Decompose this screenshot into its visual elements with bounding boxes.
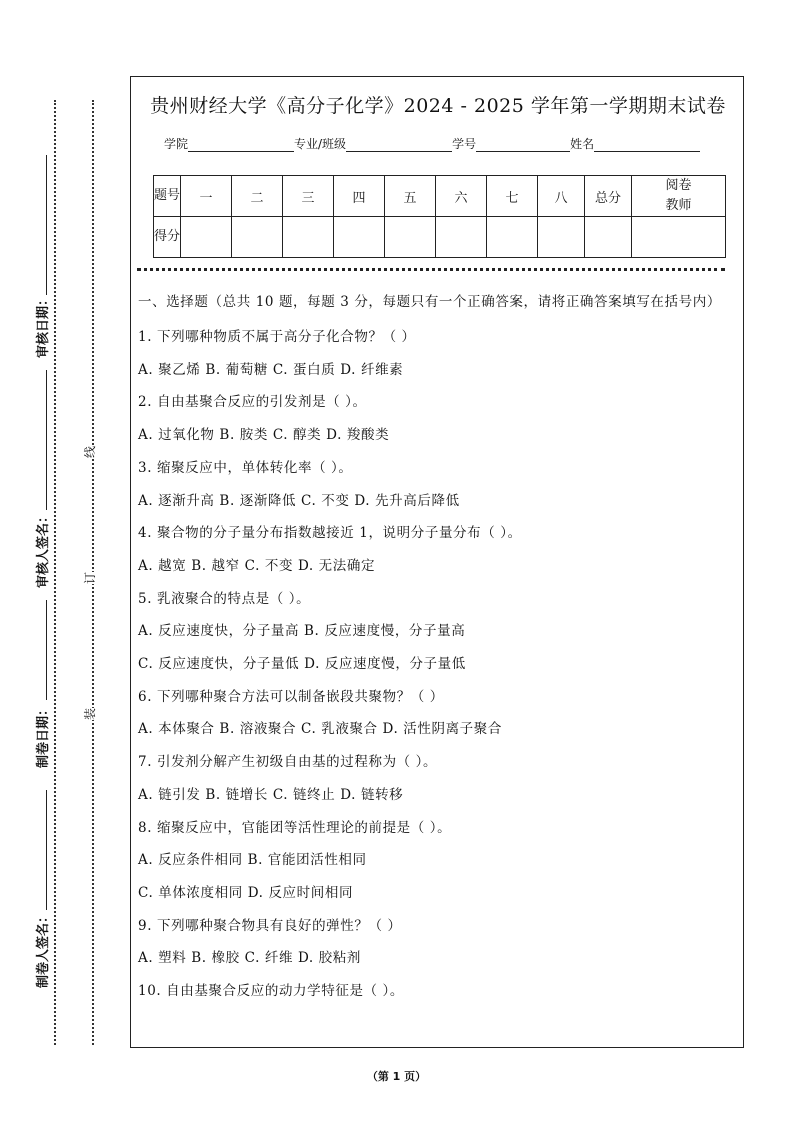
question-10: 10. 自由基聚合反应的动力学特征是（ ）。 bbox=[138, 983, 405, 1000]
review-date-line bbox=[46, 155, 47, 295]
score-row-label: 得分 bbox=[154, 217, 181, 258]
score-cell[interactable] bbox=[538, 217, 585, 258]
options-2: A. 过氧化物 B. 胺类 C. 醇类 D. 羧酸类 bbox=[138, 427, 390, 444]
reviewer-signature-line bbox=[46, 370, 47, 510]
margin-dotted-line bbox=[54, 100, 56, 1045]
name-label: 姓名 bbox=[570, 137, 595, 151]
college-label: 学院 bbox=[164, 137, 189, 151]
score-col-7: 七 bbox=[487, 176, 538, 217]
options-1: A. 聚乙烯 B. 葡萄糖 C. 蛋白质 D. 纤维素 bbox=[138, 361, 404, 378]
question-1: 1. 下列哪种物质不属于高分子化合物？（ ） bbox=[138, 329, 416, 345]
score-col-total: 总分 bbox=[585, 176, 632, 217]
question-2: 2. 自由基聚合反应的引发剂是（ ）。 bbox=[138, 394, 367, 411]
page-number: （第 1 页） bbox=[366, 1070, 427, 1083]
score-cell[interactable] bbox=[585, 217, 632, 258]
options-5b: C. 反应速度快，分子量低 D. 反应速度慢，分子量低 bbox=[138, 656, 466, 673]
options-7: A. 链引发 B. 链增长 C. 链终止 D. 链转移 bbox=[138, 786, 404, 803]
score-cell[interactable] bbox=[334, 217, 385, 258]
question-9: 9. 下列哪种聚合物具有良好的弹性？（ ） bbox=[138, 917, 402, 934]
options-6: A. 本体聚合 B. 溶液聚合 C. 乳液聚合 D. 活性阴离子聚合 bbox=[138, 721, 502, 738]
paper-date-line bbox=[46, 600, 47, 700]
score-col-2: 二 bbox=[232, 176, 283, 217]
student-id-field[interactable] bbox=[476, 139, 570, 152]
binding-char-order: 订 bbox=[83, 571, 98, 585]
section-heading: 一、选择题（总共 10 题，每题 3 分，每题只有一个正确答案，请将正确答案填写在括号内） bbox=[138, 294, 721, 310]
question-content bbox=[138, 291, 738, 1008]
paper-date-label: 制卷日期： bbox=[32, 701, 51, 770]
college-field[interactable] bbox=[188, 139, 294, 152]
question-number-header: 题号 bbox=[154, 176, 181, 217]
score-col-8: 八 bbox=[538, 176, 585, 217]
binding-char-pack: 装 bbox=[83, 707, 98, 721]
student-info-row bbox=[164, 135, 700, 152]
question-7: 7. 引发剂分解产生初级自由基的过程称为（ ）。 bbox=[138, 754, 438, 771]
question-6: 6. 下列哪种聚合方法可以制备嵌段共聚物？（ ） bbox=[138, 688, 444, 705]
score-table bbox=[153, 175, 726, 258]
paper-maker-signature-label: 制卷人签名： bbox=[32, 908, 51, 990]
options-5a: A. 反应速度快，分子量高 B. 反应速度慢，分子量高 bbox=[138, 623, 466, 640]
options-8a: A. 反应条件相同 B. 官能团活性相同 bbox=[138, 852, 367, 869]
score-col-1: 一 bbox=[181, 176, 232, 217]
major-class-label: 专业/班级 bbox=[294, 137, 347, 151]
review-date-label: 审核日期： bbox=[32, 291, 51, 360]
options-4: A. 越宽 B. 越窄 C. 不变 D. 无法确定 bbox=[138, 557, 376, 574]
question-3: 3. 缩聚反应中，单体转化率（ ）。 bbox=[138, 459, 353, 476]
paper-maker-signature-line bbox=[46, 790, 47, 910]
options-9: A. 塑料 B. 橡胶 C. 纤维 D. 胶粘剂 bbox=[138, 950, 361, 967]
reviewer-signature-label: 审核人签名： bbox=[32, 508, 51, 590]
question-4: 4. 聚合物的分子量分布指数越接近 1，说明分子量分布（ ）。 bbox=[138, 525, 522, 542]
exam-title: 贵州财经大学《高分子化学》2024 - 2025 学年第一学期期末试卷 bbox=[150, 95, 726, 117]
student-id-label: 学号 bbox=[452, 137, 477, 151]
question-5: 5. 乳液聚合的特点是（ ）。 bbox=[138, 590, 311, 607]
grader-header: 阅卷教师 bbox=[632, 176, 726, 217]
section-dotted-separator bbox=[137, 268, 725, 271]
score-col-5: 五 bbox=[385, 176, 436, 217]
grader-cell[interactable] bbox=[632, 217, 726, 258]
score-cell[interactable] bbox=[436, 217, 487, 258]
score-cell[interactable] bbox=[385, 217, 436, 258]
score-cell[interactable] bbox=[487, 217, 538, 258]
score-cell[interactable] bbox=[181, 217, 232, 258]
major-class-field[interactable] bbox=[346, 139, 452, 152]
options-3: A. 逐渐升高 B. 逐渐降低 C. 不变 D. 先升高后降低 bbox=[138, 492, 460, 509]
score-col-6: 六 bbox=[436, 176, 487, 217]
binding-char-line: 线 bbox=[83, 445, 98, 459]
exam-frame bbox=[130, 76, 744, 1048]
score-cell[interactable] bbox=[232, 217, 283, 258]
score-col-4: 四 bbox=[334, 176, 385, 217]
score-cell[interactable] bbox=[283, 217, 334, 258]
options-8b: C. 单体浓度相同 D. 反应时间相同 bbox=[138, 884, 354, 901]
name-field[interactable] bbox=[594, 139, 700, 152]
question-8: 8. 缩聚反应中，官能团等活性理论的前提是（ ）。 bbox=[138, 819, 452, 836]
score-col-3: 三 bbox=[283, 176, 334, 217]
